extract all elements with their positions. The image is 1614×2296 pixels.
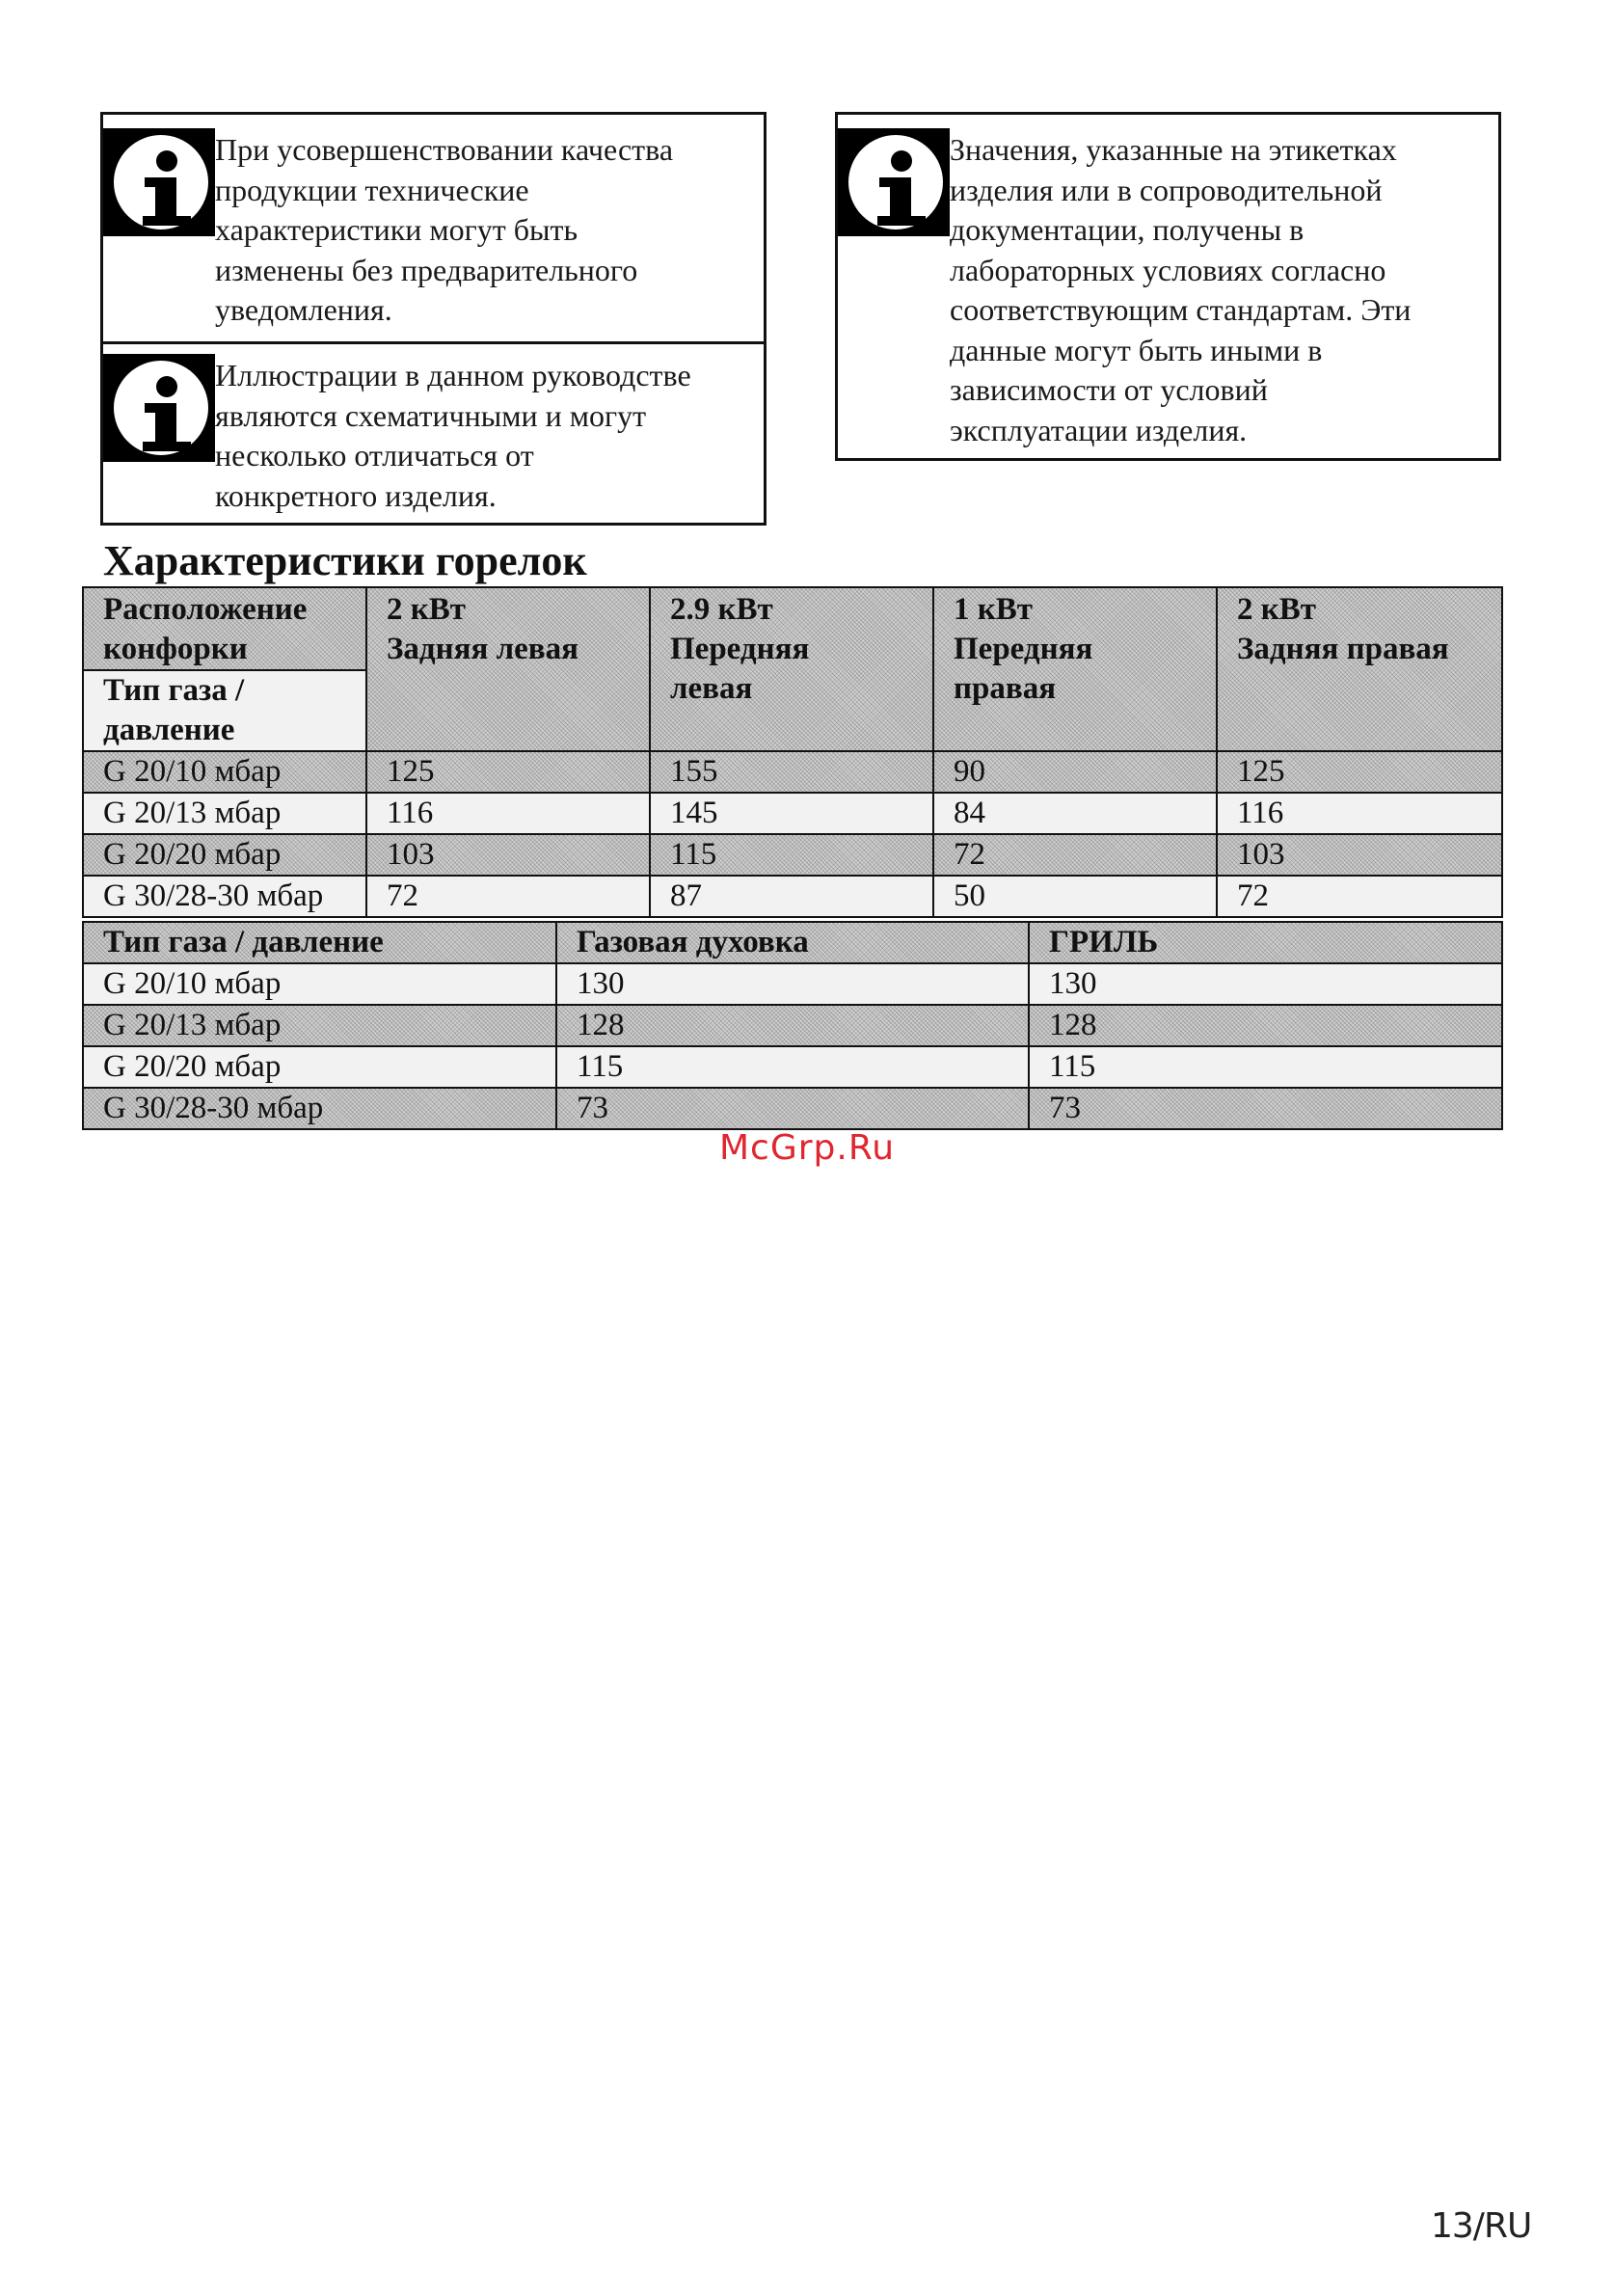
value-cell: 90 [933, 751, 1217, 793]
value-cell: 145 [650, 793, 933, 834]
note-line: продукции технические [215, 172, 529, 207]
gas-type-cell: G 20/13 мбар [83, 1005, 556, 1046]
note-line: характеристики могут быть [215, 212, 578, 247]
value-cell: 130 [556, 963, 1029, 1005]
corner-header-location [83, 587, 366, 670]
value-cell: 103 [366, 834, 650, 876]
value-cell: 115 [650, 834, 933, 876]
value-cell: 72 [1217, 876, 1502, 917]
note-line: несколько отличаться от [215, 438, 534, 473]
header-line: Тип газа / [103, 673, 245, 708]
header-line: 2.9 кВт [670, 592, 773, 627]
value-cell: 125 [1217, 751, 1502, 793]
column-header-front-left [650, 587, 933, 751]
header-line: Задняя левая [387, 632, 578, 666]
table-row [83, 963, 1502, 1005]
note-line: зависимости от условий [950, 372, 1268, 407]
info-icon [838, 128, 950, 236]
table-row [83, 876, 1502, 917]
gas-type-cell: G 30/28-30 мбар [83, 876, 366, 917]
value-cell: 103 [1217, 834, 1502, 876]
note-line: соответствующим стандартам. Эти [950, 292, 1412, 327]
value-cell: 50 [933, 876, 1217, 917]
table-row [83, 793, 1502, 834]
header-line: Расположение [103, 592, 308, 627]
watermark: McGrp.Ru [718, 1128, 896, 1168]
value-cell: 87 [650, 876, 933, 917]
gas-type-cell: G 20/10 мбар [83, 963, 556, 1005]
table-row [83, 1088, 1502, 1129]
header-line: Передняя [954, 632, 1093, 666]
note-text [215, 356, 760, 516]
value-cell: 115 [1029, 1046, 1502, 1088]
value-cell: 72 [366, 876, 650, 917]
value-cell: 116 [366, 793, 650, 834]
header-line: Задняя правая [1237, 632, 1449, 666]
note-line: уведомления. [215, 292, 392, 327]
value-cell: 128 [1029, 1005, 1502, 1046]
note-line: документации, получены в [950, 212, 1305, 247]
value-cell: 73 [556, 1088, 1029, 1129]
gas-type-cell: G 20/13 мбар [83, 793, 366, 834]
header-line: левая [670, 671, 753, 706]
table-header-row [83, 922, 1502, 963]
note-line: При усовершенствовании качества [215, 132, 674, 167]
note-line: изменены без предварительного [215, 252, 638, 287]
table-row [83, 751, 1502, 793]
column-header-rear-left [366, 587, 650, 751]
header-line: Передняя [670, 632, 810, 666]
gas-type-cell: G 30/28-30 мбар [83, 1088, 556, 1129]
value-cell: 115 [556, 1046, 1029, 1088]
header-line: давление [103, 713, 235, 747]
note-line: Значения, указанные на этикетках [950, 132, 1397, 167]
info-icon [103, 128, 215, 236]
corner-header-gas-type [83, 670, 366, 751]
column-header-gas-oven: Газовая духовка [556, 922, 1029, 963]
note-box-left [100, 112, 767, 526]
note-line: лабораторных условиях согласно [950, 252, 1386, 287]
note-line: конкретного изделия. [215, 477, 497, 513]
header-line: 1 кВт [954, 592, 1033, 627]
header-line: 2 кВт [387, 592, 466, 627]
column-header-grill: ГРИЛЬ [1029, 922, 1502, 963]
value-cell: 84 [933, 793, 1217, 834]
note-box-right [835, 112, 1501, 461]
value-cell: 128 [556, 1005, 1029, 1046]
column-header-rear-right [1217, 587, 1502, 751]
header-line: правая [954, 671, 1057, 706]
note-text [215, 130, 760, 331]
table-row [83, 1005, 1502, 1046]
note-text [950, 130, 1494, 450]
gas-type-cell: G 20/20 мбар [83, 834, 366, 876]
gas-type-cell: G 20/10 мбар [83, 751, 366, 793]
value-cell: 155 [650, 751, 933, 793]
column-header-front-right [933, 587, 1217, 751]
header-line: конфорки [103, 632, 248, 666]
value-cell: 116 [1217, 793, 1502, 834]
burner-table [82, 586, 1503, 918]
value-cell: 73 [1029, 1088, 1502, 1129]
oven-table [82, 921, 1503, 1130]
note-illustrations [103, 341, 764, 523]
note-improvement [103, 115, 764, 341]
page-number: 13/RU [1431, 2206, 1532, 2246]
value-cell: 130 [1029, 963, 1502, 1005]
column-header-gas-type: Тип газа / давление [83, 922, 556, 963]
value-cell: 72 [933, 834, 1217, 876]
note-line: изделия или в сопроводительной [950, 172, 1383, 207]
gas-type-cell: G 20/20 мбар [83, 1046, 556, 1088]
table-row [83, 834, 1502, 876]
note-line: Иллюстрации в данном руководстве [215, 358, 691, 392]
note-line: являются схематичными и могут [215, 397, 647, 433]
table-row [83, 1046, 1502, 1088]
header-line: 2 кВт [1237, 592, 1316, 627]
value-cell: 125 [366, 751, 650, 793]
note-values [838, 115, 1498, 458]
section-title: Характеристики горелок [103, 537, 587, 584]
note-line: эксплуатации изделия. [950, 412, 1248, 447]
note-line: данные могут быть иными в [950, 332, 1323, 367]
info-icon [103, 354, 215, 462]
